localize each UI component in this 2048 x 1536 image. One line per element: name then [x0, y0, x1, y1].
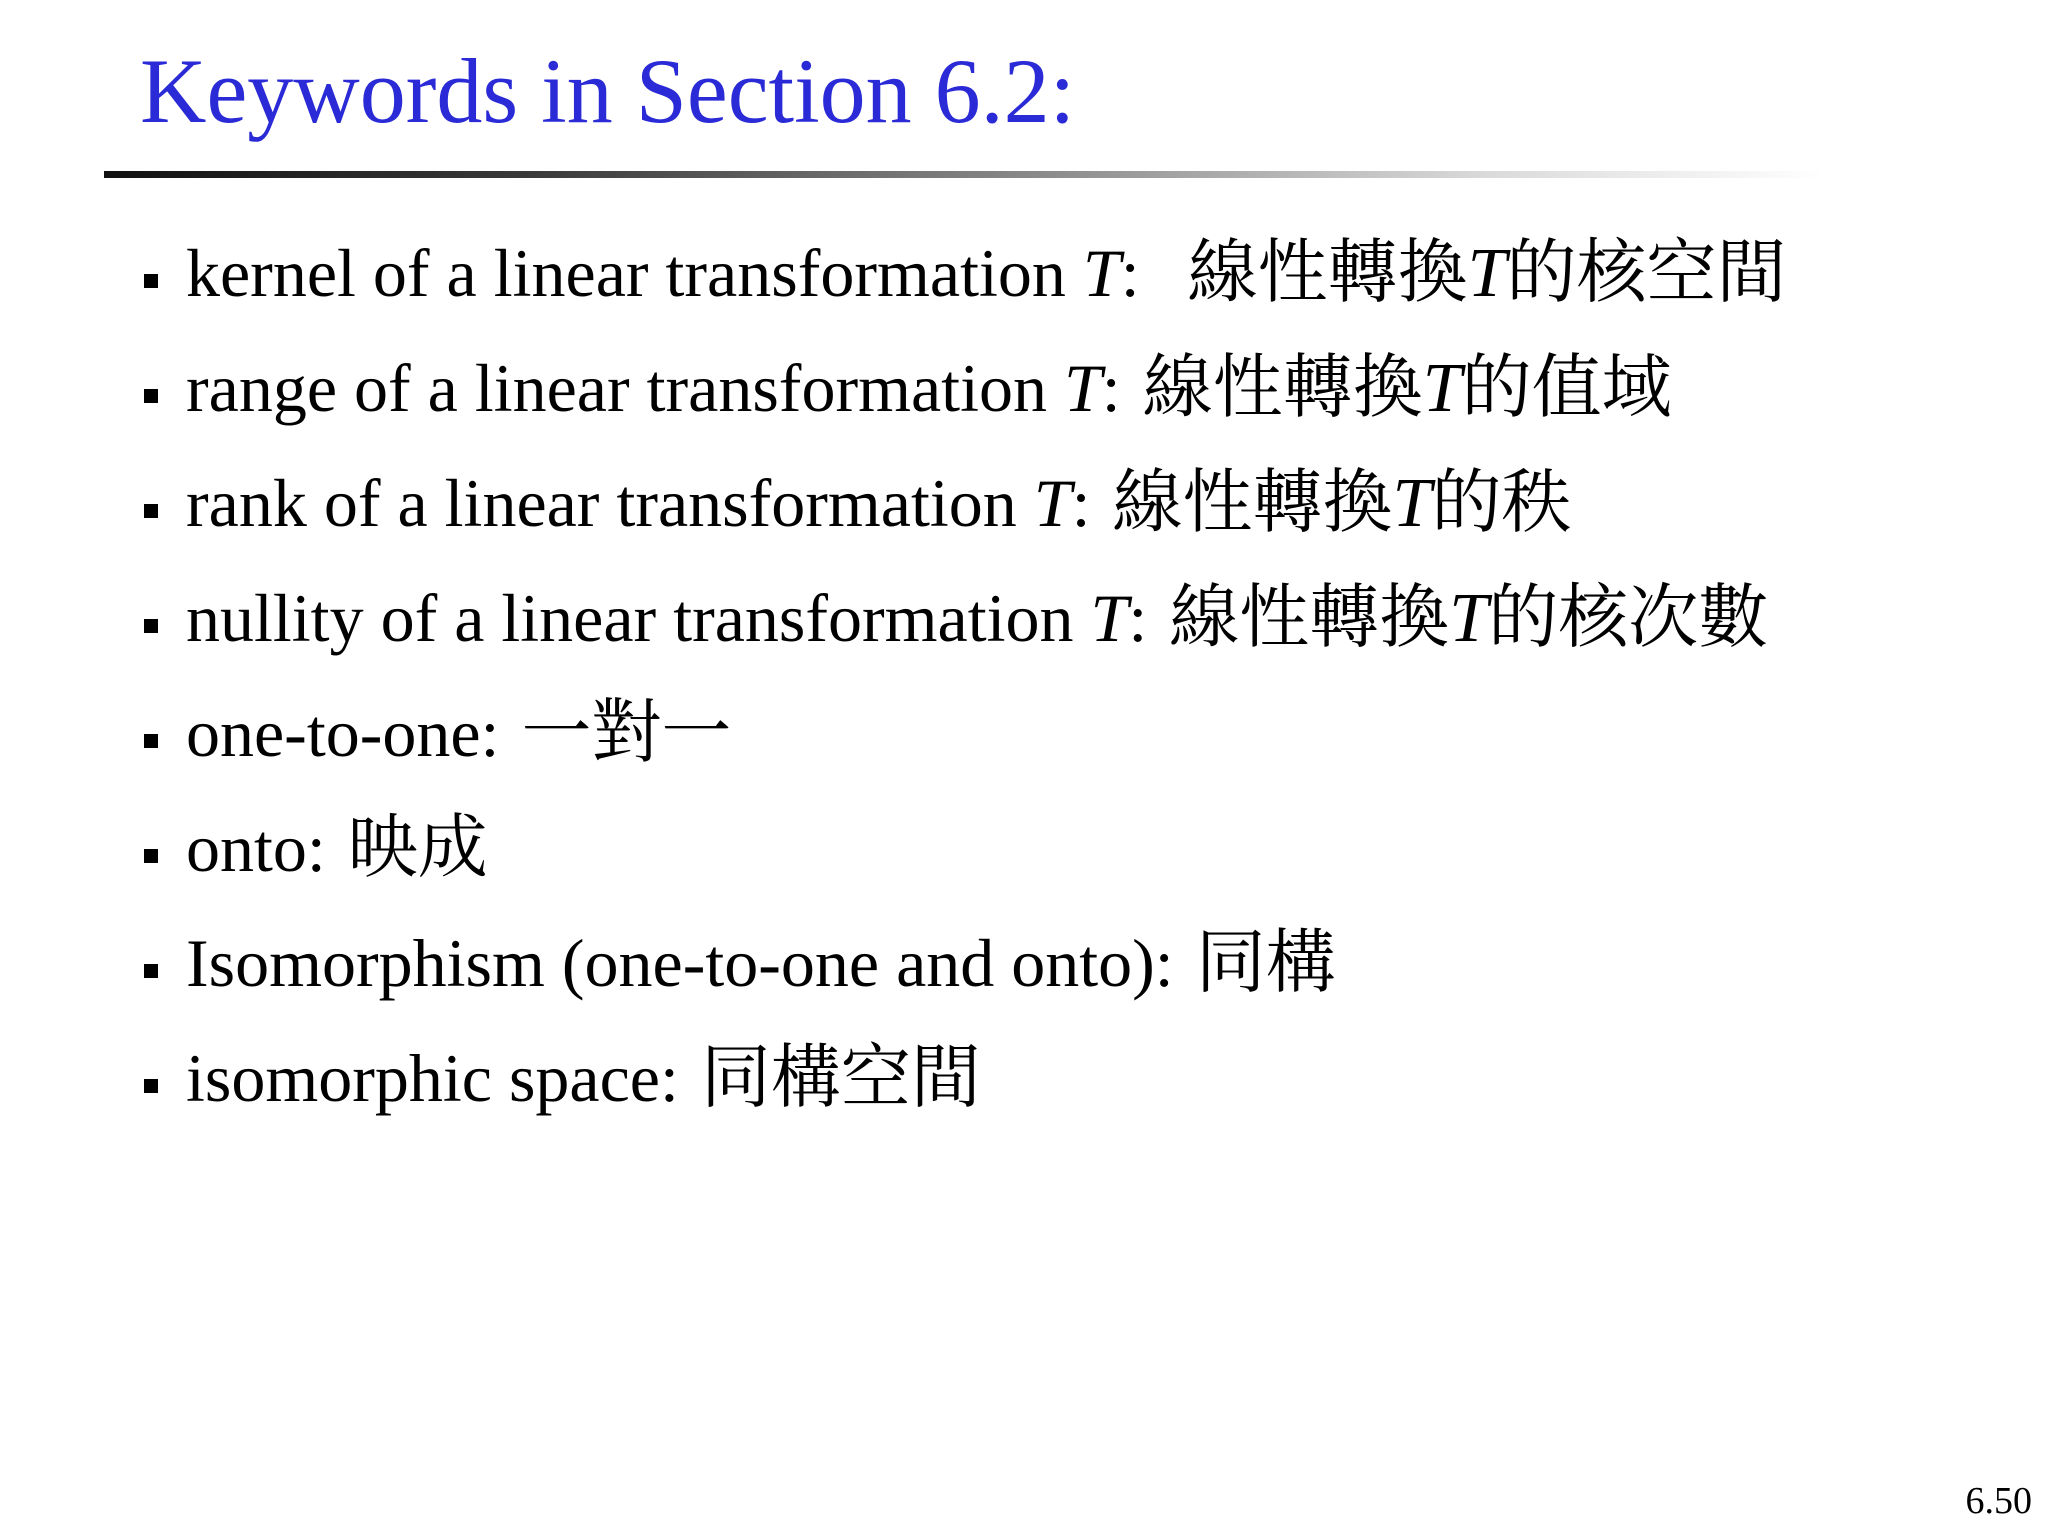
bullet-icon [144, 504, 158, 518]
page-number: 6.50 [1965, 1480, 2032, 1522]
keyword-chinese-part: 線性轉換 [1142, 346, 1423, 428]
keyword-text [186, 914, 1336, 1011]
colon: : [1071, 465, 1091, 541]
keyword-english: nullity of a linear transformation [186, 580, 1091, 656]
keyword-chinese-part: 的值域 [1461, 346, 1672, 428]
keyword-english: range of a linear transformation [186, 350, 1064, 426]
variable-t: T [1033, 465, 1072, 541]
keyword-english: rank of a linear transformation [186, 465, 1034, 541]
keyword-chinese [1169, 576, 1768, 658]
colon: : [1101, 350, 1121, 426]
keyword-chinese-part: 線性轉換 [1112, 461, 1393, 543]
variable-t: T [1392, 465, 1432, 542]
bullet-icon [144, 1079, 158, 1093]
keyword-chinese-part: 線性轉換 [1187, 231, 1468, 313]
keyword-text [186, 1029, 981, 1126]
keyword-chinese-part: 的核次數 [1488, 576, 1769, 658]
title-divider [104, 171, 1824, 178]
keyword-chinese [1113, 461, 1572, 543]
variable-t: T [1467, 235, 1507, 312]
keyword-english: one-to-one: [186, 695, 500, 771]
keyword-english: kernel of a linear transformation [186, 235, 1083, 311]
keyword-text [186, 339, 1672, 437]
bullet-icon [144, 734, 158, 748]
variable-t: T [1082, 235, 1121, 311]
keyword-text [186, 224, 1787, 322]
keyword-english: isomorphic space: [186, 1040, 679, 1116]
keyword-chinese [1188, 231, 1787, 313]
keyword-chinese [1143, 346, 1672, 428]
variable-t: T [1090, 580, 1129, 656]
variable-t: T [1063, 350, 1102, 426]
bullet-icon [144, 849, 158, 863]
slide-title: Keywords in Section 6.2: [140, 40, 1076, 142]
variable-t: T [1422, 350, 1462, 427]
keyword-text [186, 569, 1768, 667]
keyword-english: Isomorphism (one-to-one and onto): [186, 925, 1174, 1001]
keyword-chinese: 同構 [1195, 921, 1336, 1003]
keyword-chinese-part: 的秩 [1431, 461, 1572, 543]
bullet-icon [144, 274, 158, 288]
keyword-chinese-part: 的核空間 [1506, 231, 1787, 313]
bullet-icon [144, 964, 158, 978]
colon: : [1120, 235, 1140, 311]
keyword-chinese: 一對一 [521, 691, 732, 773]
keyword-text [186, 684, 731, 781]
keyword-text [186, 799, 488, 896]
variable-t: T [1449, 580, 1489, 657]
keyword-chinese: 同構空間 [700, 1036, 981, 1118]
bullet-icon [144, 389, 158, 403]
bullet-icon [144, 619, 158, 633]
colon: : [1128, 580, 1148, 656]
keyword-text [186, 454, 1571, 552]
keyword-chinese: 映成 [347, 806, 488, 888]
keyword-chinese-part: 線性轉換 [1169, 576, 1450, 658]
keyword-english: onto: [186, 810, 326, 886]
